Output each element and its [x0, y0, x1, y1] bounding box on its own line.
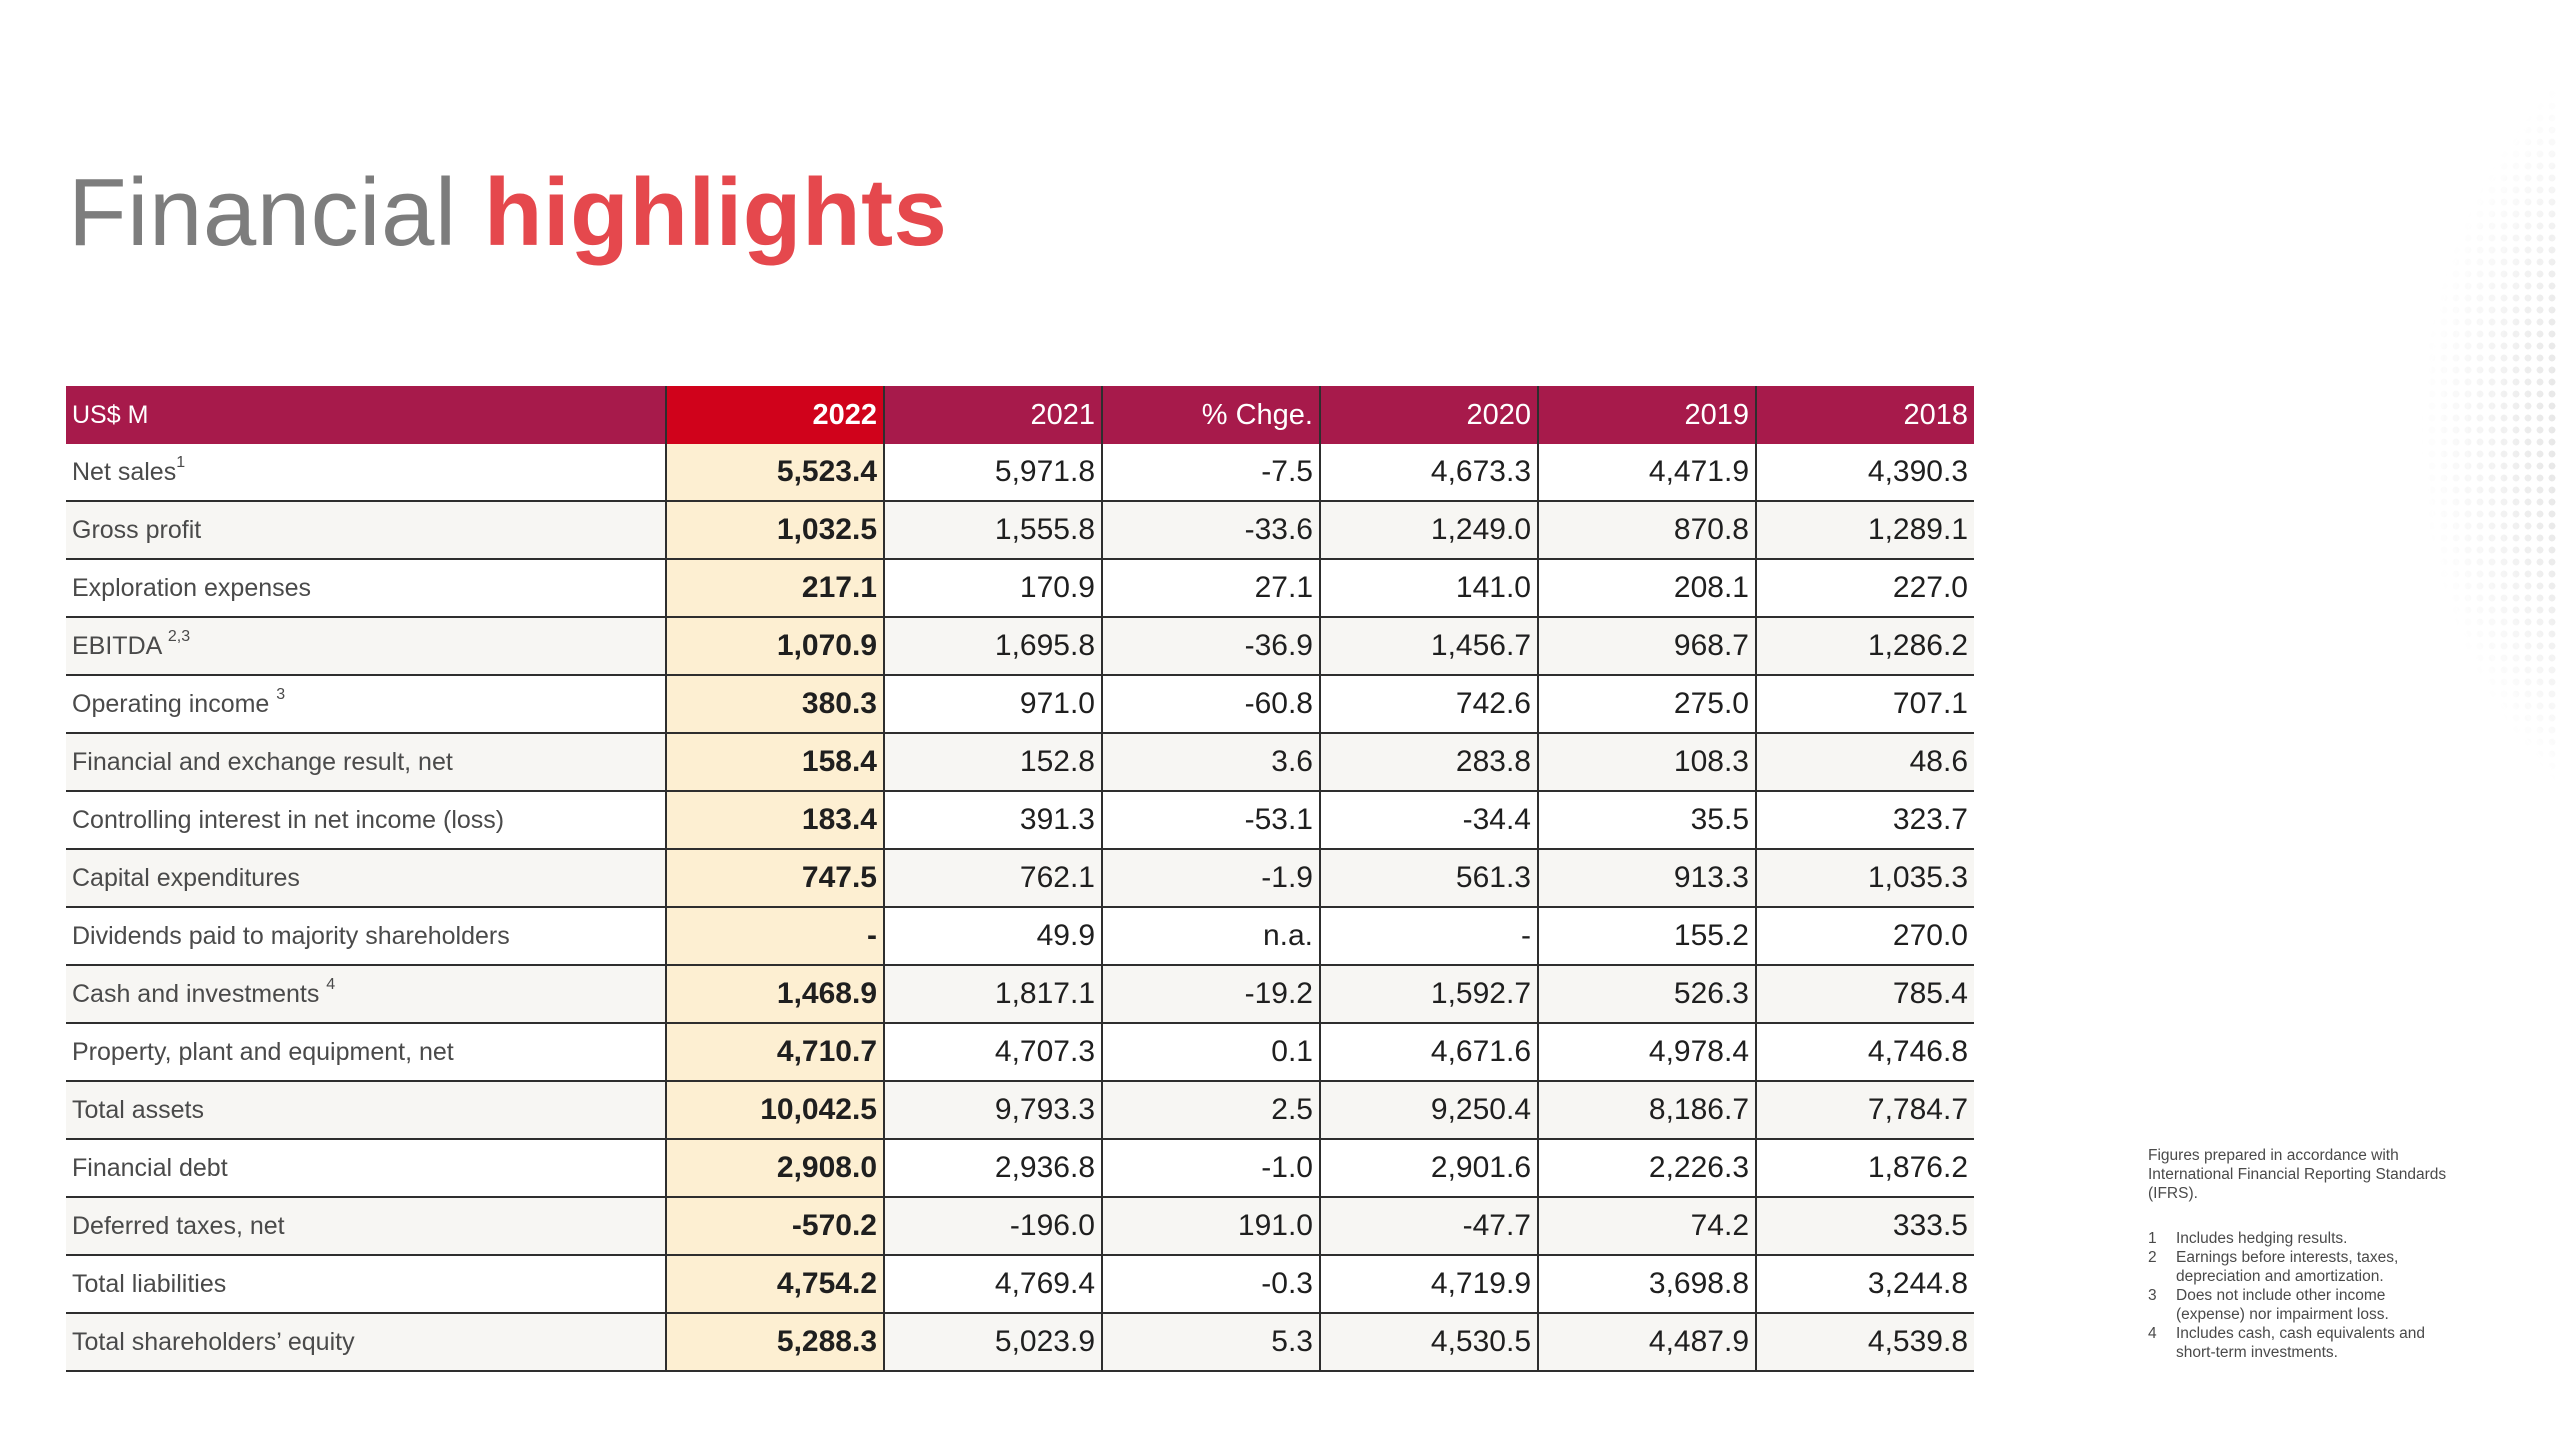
value-2018: 4,390.3 — [1756, 444, 1974, 501]
value-2022: 183.4 — [666, 791, 884, 849]
footnote-item — [2148, 1248, 2448, 1286]
value-change: 3.6 — [1102, 733, 1320, 791]
title-word-highlights: highlights — [483, 159, 948, 266]
value-2019: 8,186.7 — [1538, 1081, 1756, 1139]
value-2022: - — [666, 907, 884, 965]
value-2020: 141.0 — [1320, 559, 1538, 617]
value-change: -0.3 — [1102, 1255, 1320, 1313]
footnote-item — [2148, 1229, 2448, 1248]
value-2022: 5,523.4 — [666, 444, 884, 501]
value-2018: 323.7 — [1756, 791, 1974, 849]
header-2018: 2018 — [1756, 386, 1974, 444]
footnote-number: 2 — [2148, 1249, 2157, 1266]
value-2018: 7,784.7 — [1756, 1081, 1974, 1139]
value-2019: 108.3 — [1538, 733, 1756, 791]
value-2021: 1,817.1 — [884, 965, 1102, 1023]
value-2018: 1,876.2 — [1756, 1139, 1974, 1197]
value-2021: 1,695.8 — [884, 617, 1102, 675]
header-2020: 2020 — [1320, 386, 1538, 444]
row-label — [66, 559, 666, 617]
value-change: 0.1 — [1102, 1023, 1320, 1081]
table-row — [66, 617, 1974, 675]
row-label-text: Property, plant and equipment, net — [72, 1037, 454, 1066]
value-2018: 785.4 — [1756, 965, 1974, 1023]
value-2018: 4,539.8 — [1756, 1313, 1974, 1371]
value-change: -7.5 — [1102, 444, 1320, 501]
value-change: -36.9 — [1102, 617, 1320, 675]
footnote-text: Includes hedging results. — [2176, 1230, 2348, 1247]
header-change: % Chge. — [1102, 386, 1320, 444]
value-2022: 10,042.5 — [666, 1081, 884, 1139]
table-row — [66, 849, 1974, 907]
footnote-item — [2148, 1286, 2448, 1324]
row-label — [66, 1139, 666, 1197]
value-change: -33.6 — [1102, 501, 1320, 559]
table-row — [66, 791, 1974, 849]
value-2021: 9,793.3 — [884, 1081, 1102, 1139]
value-2020: 4,530.5 — [1320, 1313, 1538, 1371]
value-2018: 1,289.1 — [1756, 501, 1974, 559]
value-2018: 48.6 — [1756, 733, 1974, 791]
value-2022: 4,754.2 — [666, 1255, 884, 1313]
value-2018: 227.0 — [1756, 559, 1974, 617]
footnote-text: Does not include other income (expense) nor impairment loss. — [2176, 1287, 2389, 1323]
value-2019: 155.2 — [1538, 907, 1756, 965]
row-label — [66, 444, 666, 501]
row-label-text: Dividends paid to majority shareholders — [72, 921, 510, 950]
table-row — [66, 1139, 1974, 1197]
footnote-number: 3 — [2148, 1287, 2157, 1304]
value-2019: 74.2 — [1538, 1197, 1756, 1255]
table-row — [66, 1313, 1974, 1371]
value-2022: 380.3 — [666, 675, 884, 733]
value-change: -19.2 — [1102, 965, 1320, 1023]
value-2019: 2,226.3 — [1538, 1139, 1756, 1197]
value-2019: 3,698.8 — [1538, 1255, 1756, 1313]
row-label-text: Deferred taxes, net — [72, 1211, 285, 1240]
value-2021: 971.0 — [884, 675, 1102, 733]
value-2022: 5,288.3 — [666, 1313, 884, 1371]
row-label — [66, 617, 666, 675]
table-row — [66, 965, 1974, 1023]
row-label — [66, 791, 666, 849]
row-label-text: Gross profit — [72, 515, 202, 544]
dotted-halftone-decoration — [2150, 0, 2560, 1060]
row-label — [66, 733, 666, 791]
row-label-text: Financial debt — [72, 1153, 228, 1182]
title-word-financial: Financial — [68, 159, 457, 266]
row-label — [66, 965, 666, 1023]
row-label — [66, 1313, 666, 1371]
value-2022: 217.1 — [666, 559, 884, 617]
header-2021: 2021 — [884, 386, 1102, 444]
value-2021: 1,555.8 — [884, 501, 1102, 559]
value-2021: 2,936.8 — [884, 1139, 1102, 1197]
value-change: 27.1 — [1102, 559, 1320, 617]
value-2020: 561.3 — [1320, 849, 1538, 907]
row-label-text: Cash and investments — [72, 979, 327, 1008]
value-change: -53.1 — [1102, 791, 1320, 849]
row-label-text: Net sales — [72, 457, 177, 486]
table-row — [66, 675, 1974, 733]
value-2020: 1,592.7 — [1320, 965, 1538, 1023]
value-2020: 9,250.4 — [1320, 1081, 1538, 1139]
value-2020: -47.7 — [1320, 1197, 1538, 1255]
value-change: n.a. — [1102, 907, 1320, 965]
value-2021: 4,707.3 — [884, 1023, 1102, 1081]
value-2020: 2,901.6 — [1320, 1139, 1538, 1197]
row-label-text: Total liabilities — [72, 1269, 227, 1298]
table-row — [66, 1081, 1974, 1139]
footnote-number: 4 — [2148, 1325, 2157, 1342]
value-2018: 1,286.2 — [1756, 617, 1974, 675]
value-2021: 391.3 — [884, 791, 1102, 849]
value-change: 191.0 — [1102, 1197, 1320, 1255]
row-label — [66, 849, 666, 907]
footnote-ref: 2,3 — [167, 627, 191, 645]
value-2020: 1,249.0 — [1320, 501, 1538, 559]
row-label-text: Operating income — [72, 689, 277, 718]
value-2018: 270.0 — [1756, 907, 1974, 965]
value-2020: 1,456.7 — [1320, 617, 1538, 675]
row-label-text: Capital expenditures — [72, 863, 300, 892]
value-2019: 870.8 — [1538, 501, 1756, 559]
table-row — [66, 733, 1974, 791]
row-label — [66, 675, 666, 733]
value-2018: 333.5 — [1756, 1197, 1974, 1255]
footnote-text: Includes cash, cash equivalents and short-term investments. — [2176, 1325, 2426, 1361]
row-label-text: Financial and exchange result, net — [72, 747, 453, 776]
value-2020: 4,673.3 — [1320, 444, 1538, 501]
value-2019: 275.0 — [1538, 675, 1756, 733]
header-currency: US$ M — [66, 386, 666, 444]
value-change: -1.9 — [1102, 849, 1320, 907]
footnote-ref: 1 — [176, 453, 186, 471]
value-change: 2.5 — [1102, 1081, 1320, 1139]
value-change: -1.0 — [1102, 1139, 1320, 1197]
table-row — [66, 1255, 1974, 1313]
table-row — [66, 1023, 1974, 1081]
row-label — [66, 1255, 666, 1313]
value-2021: 5,023.9 — [884, 1313, 1102, 1371]
footnote-ref: 3 — [276, 685, 286, 703]
value-2022: 158.4 — [666, 733, 884, 791]
row-label — [66, 1081, 666, 1139]
value-2022: -570.2 — [666, 1197, 884, 1255]
value-2022: 2,908.0 — [666, 1139, 884, 1197]
row-label — [66, 907, 666, 965]
value-2021: 5,971.8 — [884, 444, 1102, 501]
value-2022: 1,032.5 — [666, 501, 884, 559]
value-2019: 913.3 — [1538, 849, 1756, 907]
row-label-text: Exploration expenses — [72, 573, 312, 602]
value-2022: 1,070.9 — [666, 617, 884, 675]
value-2020: -34.4 — [1320, 791, 1538, 849]
row-label-text: Controlling interest in net income (loss) — [72, 805, 505, 834]
value-2020: 283.8 — [1320, 733, 1538, 791]
table-row — [66, 444, 1974, 501]
value-2022: 747.5 — [666, 849, 884, 907]
value-2019: 4,978.4 — [1538, 1023, 1756, 1081]
value-2018: 3,244.8 — [1756, 1255, 1974, 1313]
row-label-text: Total assets — [72, 1095, 205, 1124]
value-2021: 762.1 — [884, 849, 1102, 907]
row-label-text: EBITDA — [72, 631, 168, 660]
table-row — [66, 559, 1974, 617]
value-2022: 4,710.7 — [666, 1023, 884, 1081]
value-2019: 968.7 — [1538, 617, 1756, 675]
value-2019: 4,471.9 — [1538, 444, 1756, 501]
value-2019: 4,487.9 — [1538, 1313, 1756, 1371]
value-2019: 35.5 — [1538, 791, 1756, 849]
value-2021: 49.9 — [884, 907, 1102, 965]
row-label-text: Total shareholders’ equity — [72, 1327, 355, 1356]
ifrs-note: Figures prepared in accordance with International Financial Reporting Standards (IFRS). — [2148, 1147, 2447, 1202]
value-2020: 4,671.6 — [1320, 1023, 1538, 1081]
footnote-number: 1 — [2148, 1230, 2157, 1247]
page-title — [68, 160, 947, 266]
value-2022: 1,468.9 — [666, 965, 884, 1023]
header-2019: 2019 — [1538, 386, 1756, 444]
value-2018: 1,035.3 — [1756, 849, 1974, 907]
footnote-text: Earnings before interests, taxes, depreciation and amortization. — [2176, 1249, 2399, 1285]
row-label — [66, 1023, 666, 1081]
value-2019: 208.1 — [1538, 559, 1756, 617]
row-label — [66, 1197, 666, 1255]
header-2022: 2022 — [666, 386, 884, 444]
value-2021: 170.9 — [884, 559, 1102, 617]
value-2021: -196.0 — [884, 1197, 1102, 1255]
table-row — [66, 907, 1974, 965]
value-2019: 526.3 — [1538, 965, 1756, 1023]
footnote-item — [2148, 1324, 2448, 1362]
footnotes-panel — [2148, 1146, 2448, 1362]
value-2020: 4,719.9 — [1320, 1255, 1538, 1313]
row-label — [66, 501, 666, 559]
value-2018: 4,746.8 — [1756, 1023, 1974, 1081]
value-2021: 152.8 — [884, 733, 1102, 791]
value-2021: 4,769.4 — [884, 1255, 1102, 1313]
footnote-ref: 4 — [326, 975, 336, 993]
value-2020: 742.6 — [1320, 675, 1538, 733]
financial-highlights-table — [66, 386, 1974, 1372]
value-2020: - — [1320, 907, 1538, 965]
table-row — [66, 1197, 1974, 1255]
table-header-row — [66, 386, 1974, 444]
value-change: -60.8 — [1102, 675, 1320, 733]
value-2018: 707.1 — [1756, 675, 1974, 733]
table-row — [66, 501, 1974, 559]
value-change: 5.3 — [1102, 1313, 1320, 1371]
